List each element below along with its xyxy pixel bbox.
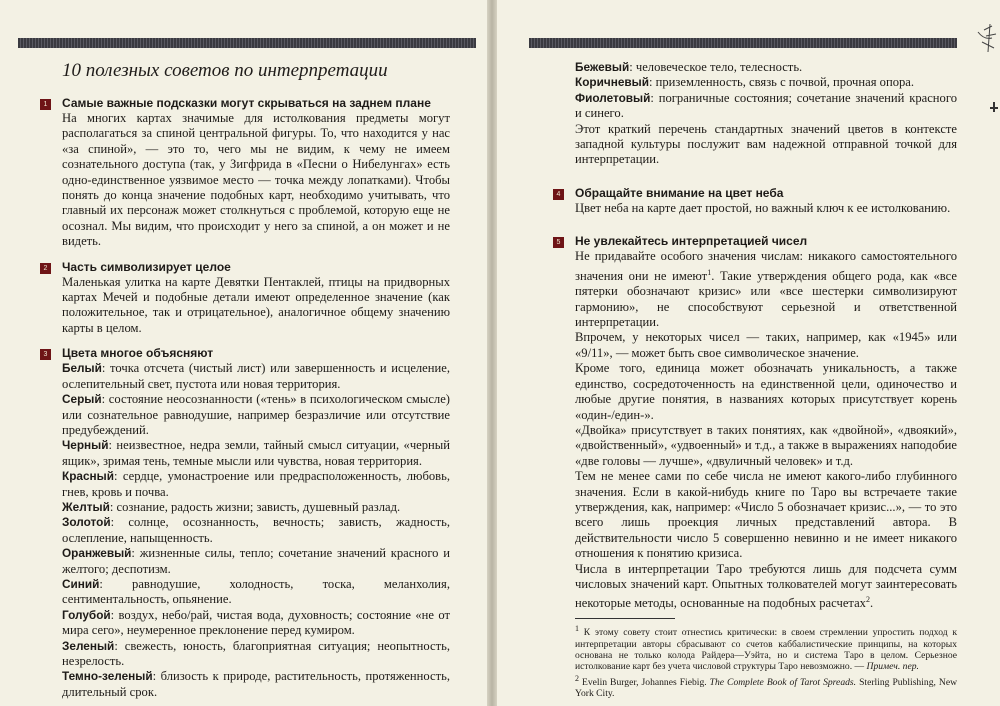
tip-2 bbox=[43, 259, 450, 337]
tip-text: Цвет неба на карте дает простой, но важный ключ к ее истолкованию. bbox=[575, 200, 951, 215]
footnote-book: The Complete Book of Tarot Spreads. bbox=[709, 676, 857, 688]
tip-heading: Самые важные подсказки могут скрываться на заднем плане bbox=[62, 96, 431, 110]
tip-number-badge: 2 bbox=[40, 263, 51, 274]
color-name: Коричневый bbox=[575, 75, 649, 90]
color-name: Белый bbox=[62, 361, 102, 376]
color-name: Бежевый bbox=[575, 60, 630, 74]
tip-number-badge: 1 bbox=[40, 99, 51, 110]
footnote-1 bbox=[575, 623, 957, 673]
tip-paragraph: «Двойка» присутствует в таких понятиях, как «двойной», «двоякий», «двойственный», «удвоенный» и т.д., а также в выражениях наподобие «две головы — лучше», «двуличный человек» и т.д. bbox=[575, 422, 957, 468]
tip-paragraph: Тем не менее сами по себе числа не имеют какого-либо глубинного значения. Если в какой-нибудь книге по Таро вы встречаете такие утверждения, как, например: «Число 5 обозначает кризис...», — то это всего лишь проекция личных представлений автора. В действительности число 5 совершенно невинно и не имеет никакого отношения к понятию кризиса. bbox=[575, 469, 957, 561]
color-name: Золотой bbox=[62, 515, 111, 530]
color-entry bbox=[575, 60, 957, 75]
color-entry bbox=[62, 577, 450, 608]
left-page bbox=[0, 0, 487, 706]
color-entry bbox=[62, 469, 450, 500]
tip-text: Не придавайте особого значения числам: никакого самостоятельного значения они не имеют bbox=[575, 249, 957, 283]
color-name: Зеленый bbox=[62, 638, 115, 653]
footnote-number: 2 bbox=[575, 673, 579, 683]
right-page bbox=[497, 0, 1000, 706]
color-entry bbox=[62, 546, 450, 577]
color-name: Желтый bbox=[62, 499, 110, 514]
tip-5 bbox=[556, 234, 957, 612]
color-entry bbox=[62, 608, 450, 639]
tip-text: . Такие утверждения общего рода, как «все пятерки обозначают кризис» или «все шестерки символизируют гармонию», не способствуют серьезной и ответственной интерпретации. bbox=[575, 268, 957, 330]
color-desc: : пограничные состояния; сочетание значений красного и синего. bbox=[575, 90, 957, 121]
footnote-2 bbox=[575, 673, 957, 700]
color-desc: : равнодушие, холодность, тоска, меланхолия, сентиментальность, опьянение. bbox=[62, 576, 450, 607]
color-desc: : состояние неосознанности («тень» в психологическом смысле) или сознательное равнодушие, например безразличие или отсутствие предубеждений. bbox=[62, 392, 450, 437]
color-name: Оранжевый bbox=[62, 546, 132, 561]
header-bar bbox=[18, 38, 476, 48]
tip-paragraph bbox=[575, 249, 957, 330]
color-name: Фиолетовый bbox=[575, 90, 651, 105]
book-gutter bbox=[487, 0, 497, 706]
tip-text: Числа в интерпретации Таро требуются лишь для подсчета сумм числовых значений карт. Опытных толкователей могут заинтересовать некоторые методы, основанные на подобных расчетах bbox=[575, 561, 957, 611]
footnote-publisher: Sterling Publishing, New York City. bbox=[575, 676, 958, 700]
color-entry bbox=[62, 500, 450, 515]
color-desc: : воздух, небо/рай, чистая вода, духовность; состояние «не от мира сего», неумеренное преклонение перед кумиром. bbox=[62, 607, 450, 638]
color-desc: : солнце, осознанность, вечность; зависть, жадность, ослепление, напыщенность. bbox=[62, 515, 450, 545]
color-desc: : неизвестное, недра земли, тайный смысл ситуации, «черный ящик», зримая тень, темные мысли или чувства, новая территория. bbox=[62, 438, 450, 468]
footnote-ref[interactable]: 1 bbox=[707, 267, 712, 277]
tip-number-badge: 3 bbox=[40, 349, 51, 360]
color-entry bbox=[575, 75, 957, 90]
tip-1 bbox=[43, 96, 450, 250]
color-desc: : жизненные силы, тепло; сочетание значений красного и желтого; деспотизм. bbox=[62, 546, 450, 576]
color-name: Красный bbox=[62, 469, 114, 484]
tip-heading: Не увлекайтесь интерпретацией чисел bbox=[575, 234, 808, 249]
tip-heading: Обращайте внимание на цвет неба bbox=[575, 185, 784, 200]
footnote-number: 1 bbox=[575, 623, 579, 633]
tip-paragraph bbox=[575, 562, 957, 612]
color-entry bbox=[62, 515, 450, 546]
page-title: 10 полезных советов по интерпретации bbox=[62, 60, 388, 81]
color-name: Серый bbox=[62, 392, 102, 407]
tip-paragraph: Впрочем, у некоторых чисел — таких, например, как «1945» или «9/11», — может быть свое символическое значение. bbox=[575, 330, 957, 360]
header-bar bbox=[529, 38, 957, 48]
color-entry bbox=[575, 91, 957, 122]
color-name: Голубой bbox=[62, 607, 111, 622]
right-column bbox=[556, 60, 958, 700]
color-entry bbox=[62, 392, 450, 438]
color-entry bbox=[62, 669, 450, 700]
color-entry bbox=[62, 639, 450, 670]
color-entry bbox=[62, 438, 450, 469]
color-desc: : сердце, умонастроение или предрасположенность, любовь, гнев, кровь и почва. bbox=[62, 469, 450, 499]
colors-summary: Этот краткий перечень стандартных значений цветов в контексте западной культуры послужит вам надежной отправной точкой для интерпретации. bbox=[575, 121, 957, 167]
left-column bbox=[43, 96, 450, 706]
tip-3 bbox=[43, 346, 450, 700]
footnote-divider bbox=[575, 618, 675, 619]
tip-paragraph: Кроме того, единица может обозначать уникальность, а также единство, сосредоточенность на единственной цели, одиночество и любые другие понятия, в названиях которых присутствует корень «один-/един-». bbox=[575, 361, 957, 422]
tip-heading: Цвета многое объясняют bbox=[62, 346, 214, 361]
tip-text: Маленькая улитка на карте Девятки Пентаклей, птицы на придворных картах Мечей и подобные детали имеют определенное значение (как положительное, так и отрицательное), аналогичное общему значению карты в целом. bbox=[62, 274, 450, 335]
footnote-note: Примеч. пер. bbox=[866, 661, 919, 673]
margin-sketch-icon bbox=[964, 22, 998, 112]
color-desc: : приземленность, связь с почвой, прочная опора. bbox=[648, 75, 915, 90]
tip-text: На многих картах значимые для истолкования предметы могут располагаться за спиной центральной фигуры. То, что находится у нас «за спиной», — это то, чего мы не видим, к чему не имеем сознательного доступа (так, у Зигфрида в «Песни о Нибелунгах» есть одно-единственное уязвимое место — точка между лопатками). Чтобы понять до конца значение подобных карт, необходимо учитывать, что главный их персонаж может столкнуться с проблемой, которую еще не осознал. Мы видим, что происходит у него за спиной, а он может и не видеть. bbox=[62, 111, 450, 249]
footnote-ref[interactable]: 2 bbox=[865, 595, 870, 605]
color-name: Темно-зеленый bbox=[62, 669, 153, 684]
tip-number-badge: 5 bbox=[553, 237, 564, 248]
color-name: Черный bbox=[62, 438, 109, 453]
color-desc: : точка отсчета (чистый лист) или завершенность и исцеление, ослепительный свет, пустота или новая территория. bbox=[62, 361, 450, 391]
tip-number-badge: 4 bbox=[553, 189, 564, 200]
tip-text: . bbox=[869, 596, 874, 611]
color-desc: : свежесть, юность, благоприятная ситуация; неопытность, незрелость. bbox=[62, 638, 450, 668]
color-entry bbox=[62, 361, 450, 392]
footnote-text: К этому совету стоит отнестись критически: в своем стремлении упростить подход к интерпретации авторы сбрасывают со счетов каббалистические принципы, на которых основана не только колода Райдера—Уэйта, но и система Таро в целом. Серьезное истолкование карт без учета числовой структуры Таро невозможно. — bbox=[575, 627, 957, 673]
color-desc: : сознание, радость жизни; зависть, душевный разлад. bbox=[109, 499, 401, 514]
color-name: Синий bbox=[62, 576, 100, 591]
color-desc: : человеческое тело, телесность. bbox=[629, 60, 803, 74]
color-desc: : близость к природе, растительность, протяженность, длительный срок. bbox=[62, 669, 450, 699]
tip-4 bbox=[556, 185, 957, 216]
footnote-authors: Evelin Burger, Johannes Fiebig. bbox=[582, 676, 707, 688]
tip-heading: Часть символизирует целое bbox=[62, 259, 231, 274]
